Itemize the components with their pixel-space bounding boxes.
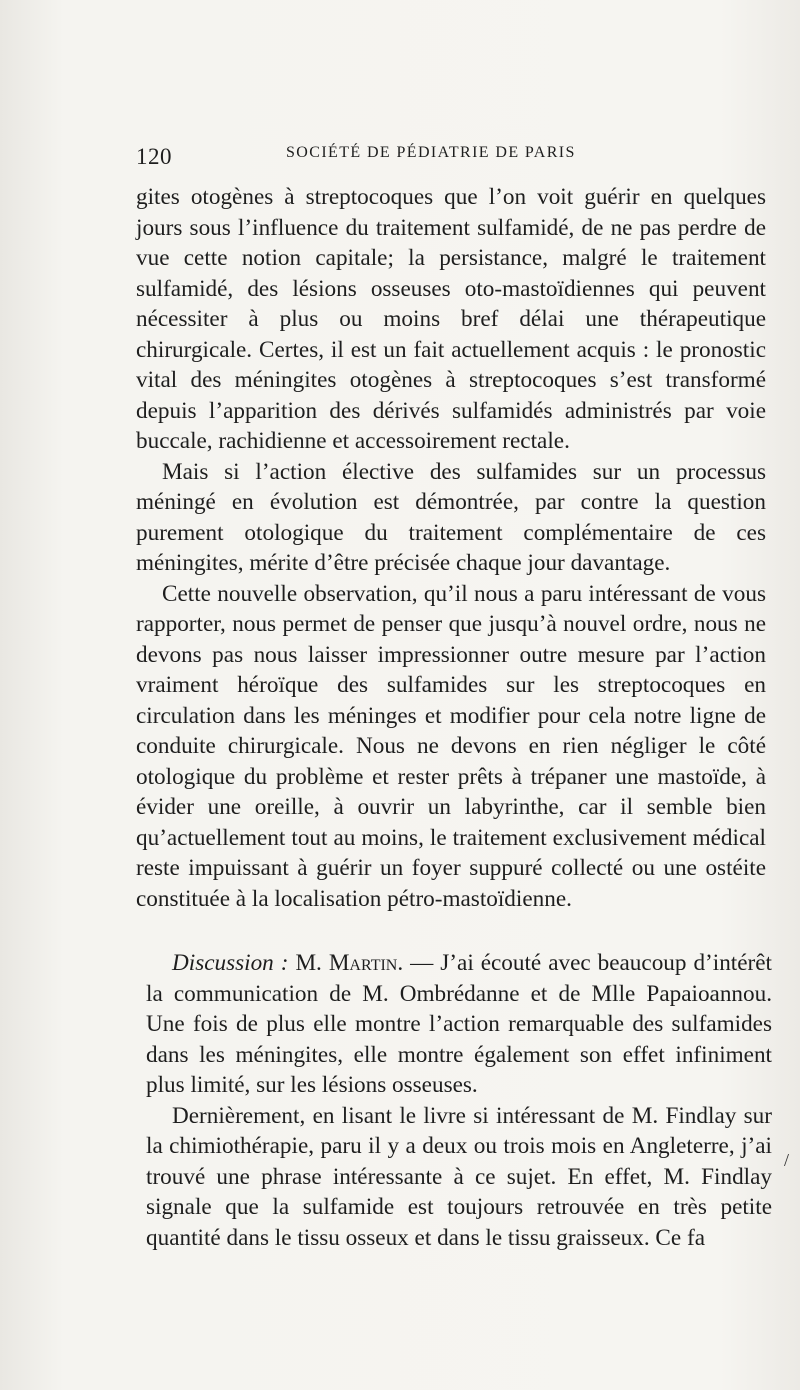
paragraph-2: Mais si l’action élective des sulfamides sur un processus méningé en évolution est démontrée, par contre la question purement otologique du traitement complémentaire de ces méningites, mérite d’être précisée chaque jour davantage. bbox=[136, 458, 766, 576]
paragraph-1: gites otogènes à streptocoques que l’on voit guérir en quelques jours sous l’influence du traitement sulfamidé, de ne pas perdre de vue cette notion capitale; la persistance, malgré le traitement sulfamidé, des lésions osseuses oto-mastoïdiennes qui peuvent nécessiter à plus ou moins bref délai une thérapeutique chirurgicale. Certes, il est un fait actuellement acquis : le pronostic vital des méningites otogènes à streptocoques s’est transformé depuis l’apparition des dérivés sulfamidés administrés par voie buccale, rachidienne et accessoirement rectale. bbox=[136, 184, 766, 454]
discussion-paragraph-1 bbox=[146, 948, 772, 1101]
margin-mark: / bbox=[784, 1150, 790, 1170]
speaker-name: M. Martin. bbox=[295, 950, 404, 976]
running-head: SOCIÉTÉ DE PÉDIATRIE DE PARIS bbox=[286, 144, 576, 161]
discussion-paragraph-2: Dernièrement, en lisant le livre si intéressant de M. Findlay sur la chimiothérapie, paru il y a deux ou trois mois en Angleterre, j’ai trouvé une phrase intéressante à ce sujet. En effet, M. Findlay signale que la sulfamide est toujours retrouvée en très petite quantité dans le tissu osseux et dans le tissu graisseux. Ce fa bbox=[146, 1102, 772, 1251]
page-header bbox=[136, 134, 766, 174]
discussion-section bbox=[146, 948, 772, 1253]
discussion-text-1: — J’ai écouté avec beaucoup d’intérêt la communication de M. Ombrédanne et de Mlle Papaioannou. Une fois de plus elle montre l’action remarquable des sulfamides dans les méningites, elle montre également son effet infiniment plus limité, sur les lésions osseuses. bbox=[146, 950, 772, 1098]
page-number: 120 bbox=[136, 144, 172, 169]
discussion-label: Discussion : bbox=[172, 950, 289, 976]
body-text bbox=[136, 182, 772, 1253]
paragraph-3: Cette nouvelle observation, qu’il nous a paru intéressant de vous rapporter, nous permet de penser que jusqu’à nouvel ordre, nous ne devons pas nous laisser impressionner outre mesure par l’action vraiment héroïque des sulfamides sur les streptocoques en circulation dans les méninges et modifier pour cela notre ligne de conduite chirurgicale. Nous ne devons en rien négliger le côté otologique du problème et rester prêts à trépaner une mastoïde, à évider une oreille, à ouvrir un labyrinthe, car il semble bien qu’actuellement tout au moins, le traitement exclusivement médical reste impuissant à guérir un foyer suppuré collecté ou une ostéite constituée à la localisation pétro-mastoïdienne. bbox=[136, 580, 766, 912]
